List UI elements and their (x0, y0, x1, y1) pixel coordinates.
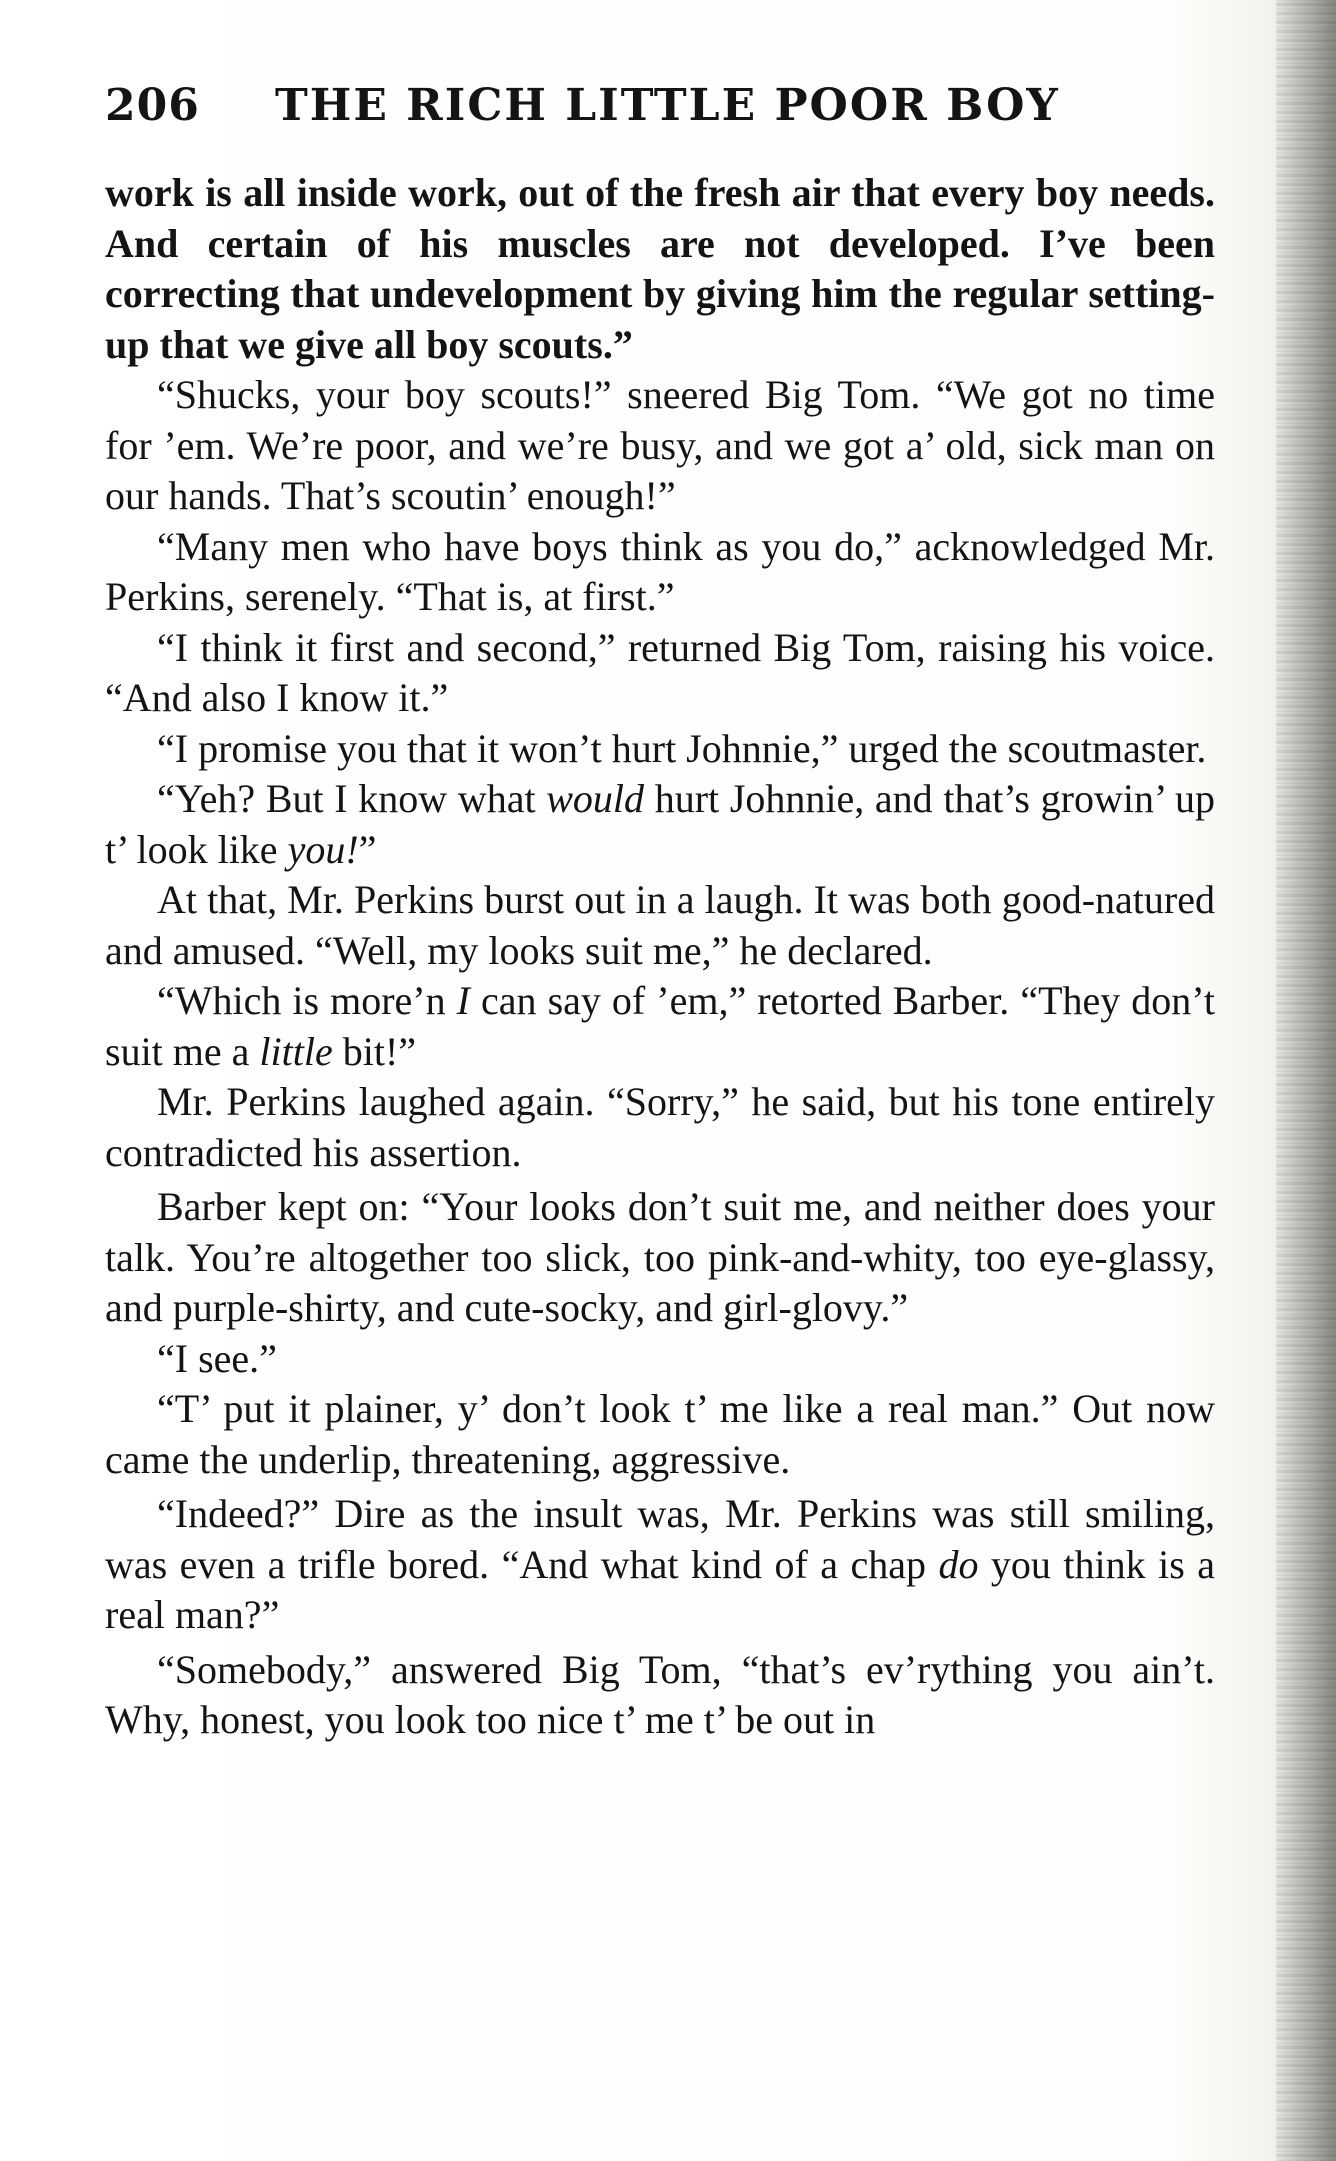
paragraph: “I see.” (157, 1335, 277, 1381)
page-body (105, 168, 1215, 1746)
paragraph: “Yeh? But I know what would hurt Johnnie, and that’s growin’ up t’ look like you!” (105, 776, 1216, 872)
paragraph: At that, Mr. Perkins burst out in a laugh. It was both good-natured and amused. “Well, my looks suit me,” he declared. (105, 877, 1215, 973)
book-title: THE RICH LITTLE POOR BOY (275, 80, 1060, 131)
paragraph: “Many men who have boys think as you do,” acknowledged Mr. Perkins, serenely. “That is, at first.” (105, 523, 1215, 619)
paragraph: “Indeed?” Dire as the insult was, Mr. Perkins was still smiling, was even a trifle bored. “And what kind of a chap do you think is a real man?” (105, 1491, 1215, 1637)
running-header (105, 80, 1215, 131)
paragraph: “I think it first and second,” returned Big Tom, raising his voice. “And also I know it.” (105, 624, 1215, 720)
paragraph: “Somebody,” answered Big Tom, “that’s ev’rything you ain’t. Why, honest, you look too nice t’ me t’ be out in (105, 1646, 1215, 1742)
paragraph: “I promise you that it won’t hurt Johnnie,” urged the scoutmaster. (157, 725, 1207, 771)
page-number: 206 (105, 80, 200, 131)
paragraph: Mr. Perkins laughed again. “Sorry,” he said, but his tone entirely contradicted his assertion. (105, 1079, 1215, 1175)
paragraph: Barber kept on: “Your looks don’t suit me, and neither does your talk. You’re altogether too slick, too pink-and-whity, too eye-glassy, and purple-shirty, and cute-socky, and girl-glovy.” (105, 1184, 1215, 1330)
paragraph: “Shucks, your boy scouts!” sneered Big Tom. “We got no time for ’em. We’re poor, and we’re busy, and we got a’ old, sick man on our hands. That’s scoutin’ enough!” (105, 372, 1215, 518)
paragraph: work is all inside work, out of the fresh air that every boy needs. And certain of his muscles are not developed. I’ve been correcting that undevelopment by giving him the regular setting-up that we give all boy scouts.” (105, 170, 1215, 367)
paragraph: “T’ put it plainer, y’ don’t look t’ me like a real man.” Out now came the underlip, threatening, aggressive. (105, 1386, 1215, 1482)
paragraph: “Which is more’n I can say of ’em,” retorted Barber. “They don’t suit me a little bit!” (105, 978, 1215, 1074)
page-edge-shadow (1276, 0, 1336, 2161)
